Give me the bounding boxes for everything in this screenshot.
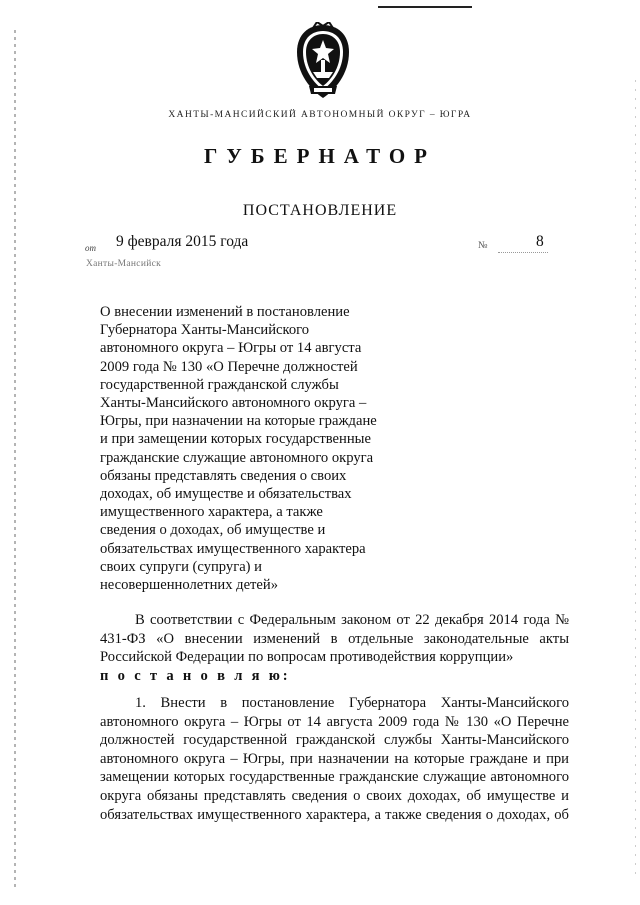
number-underline xyxy=(498,252,548,253)
number-sign: № xyxy=(478,240,488,251)
coat-of-arms-icon xyxy=(289,22,357,102)
clause-line: 1. Внести в постановление Губернатора Ханты-Мансийского xyxy=(135,695,569,711)
preamble-text: В соответствии с Федеральным законом от 22 декабря 2014 года № 431-ФЗ «О внесении изменений в отдельные законодательные акты Российской Федерации по вопросам противодействия коррупции» xyxy=(100,612,569,666)
clause-line: округа обязаны представлять сведения о своих доходах, об имуществе и xyxy=(100,787,569,804)
clause-line: обязательствах имущественного характера, а также сведения о доходах, об xyxy=(100,806,569,823)
scan-top-mark xyxy=(378,6,472,8)
region-header: ХАНТЫ-МАНСИЙСКИЙ АВТОНОМНЫЙ ОКРУГ – ЮГРА xyxy=(168,110,472,120)
document-number: 8 xyxy=(536,233,544,250)
subject-line: своих супруги (супруга) и xyxy=(100,558,262,575)
document-subject xyxy=(100,303,420,594)
subject-line: имущественного характера, а также xyxy=(100,504,323,521)
subject-line: Ханты-Мансийского автономного округа – xyxy=(100,395,367,412)
subject-line: доходах, об имуществе и обязательствах xyxy=(100,486,352,503)
clause-line: должностей государственной гражданской службы Ханты-Мансийского xyxy=(100,732,569,749)
decree-word: п о с т а н о в л я ю: xyxy=(100,667,291,684)
date-prefix: от xyxy=(85,243,96,253)
clause-line: автономного округа – Югры, при назначении на которые граждане и при xyxy=(100,750,569,767)
subject-line: Губернатора Ханты-Мансийского xyxy=(100,322,310,339)
subject-line: и при замещении которых государственные xyxy=(100,431,371,448)
subject-line: Югры, при назначении на которые граждане xyxy=(100,413,377,430)
subject-line: государственной гражданской службы xyxy=(100,376,339,393)
subject-line: 2009 года № 130 «О Перечне должностей xyxy=(100,358,358,375)
subject-line: автономного округа – Югры от 14 августа xyxy=(100,340,362,357)
place-of-issue: Ханты-Мансийск xyxy=(86,259,162,269)
clause-1 xyxy=(100,694,569,824)
authority-title: ГУБЕРНАТОР xyxy=(203,144,437,168)
preamble xyxy=(100,611,569,685)
document-type: ПОСТАНОВЛЕНИЕ xyxy=(242,202,398,219)
subject-line: обязательствах имущественного характера xyxy=(100,540,366,557)
clause-line: замещении которых государственные гражданские служащие автономного xyxy=(100,769,569,786)
subject-line: сведения о доходах, об имуществе и xyxy=(100,522,326,539)
scan-edge-right xyxy=(635,80,636,880)
clause-line: автономного округа – Югры от 14 августа 2009 года № 130 «О Перечне xyxy=(100,713,569,730)
subject-line: гражданские служащие автономного округа xyxy=(100,449,374,466)
subject-line: несовершеннолетних детей» xyxy=(100,577,279,594)
subject-line: обязаны представлять сведения о своих xyxy=(100,467,347,484)
document-date: 9 февраля 2015 года xyxy=(116,233,249,250)
subject-line: О внесении изменений в постановление xyxy=(100,304,350,320)
